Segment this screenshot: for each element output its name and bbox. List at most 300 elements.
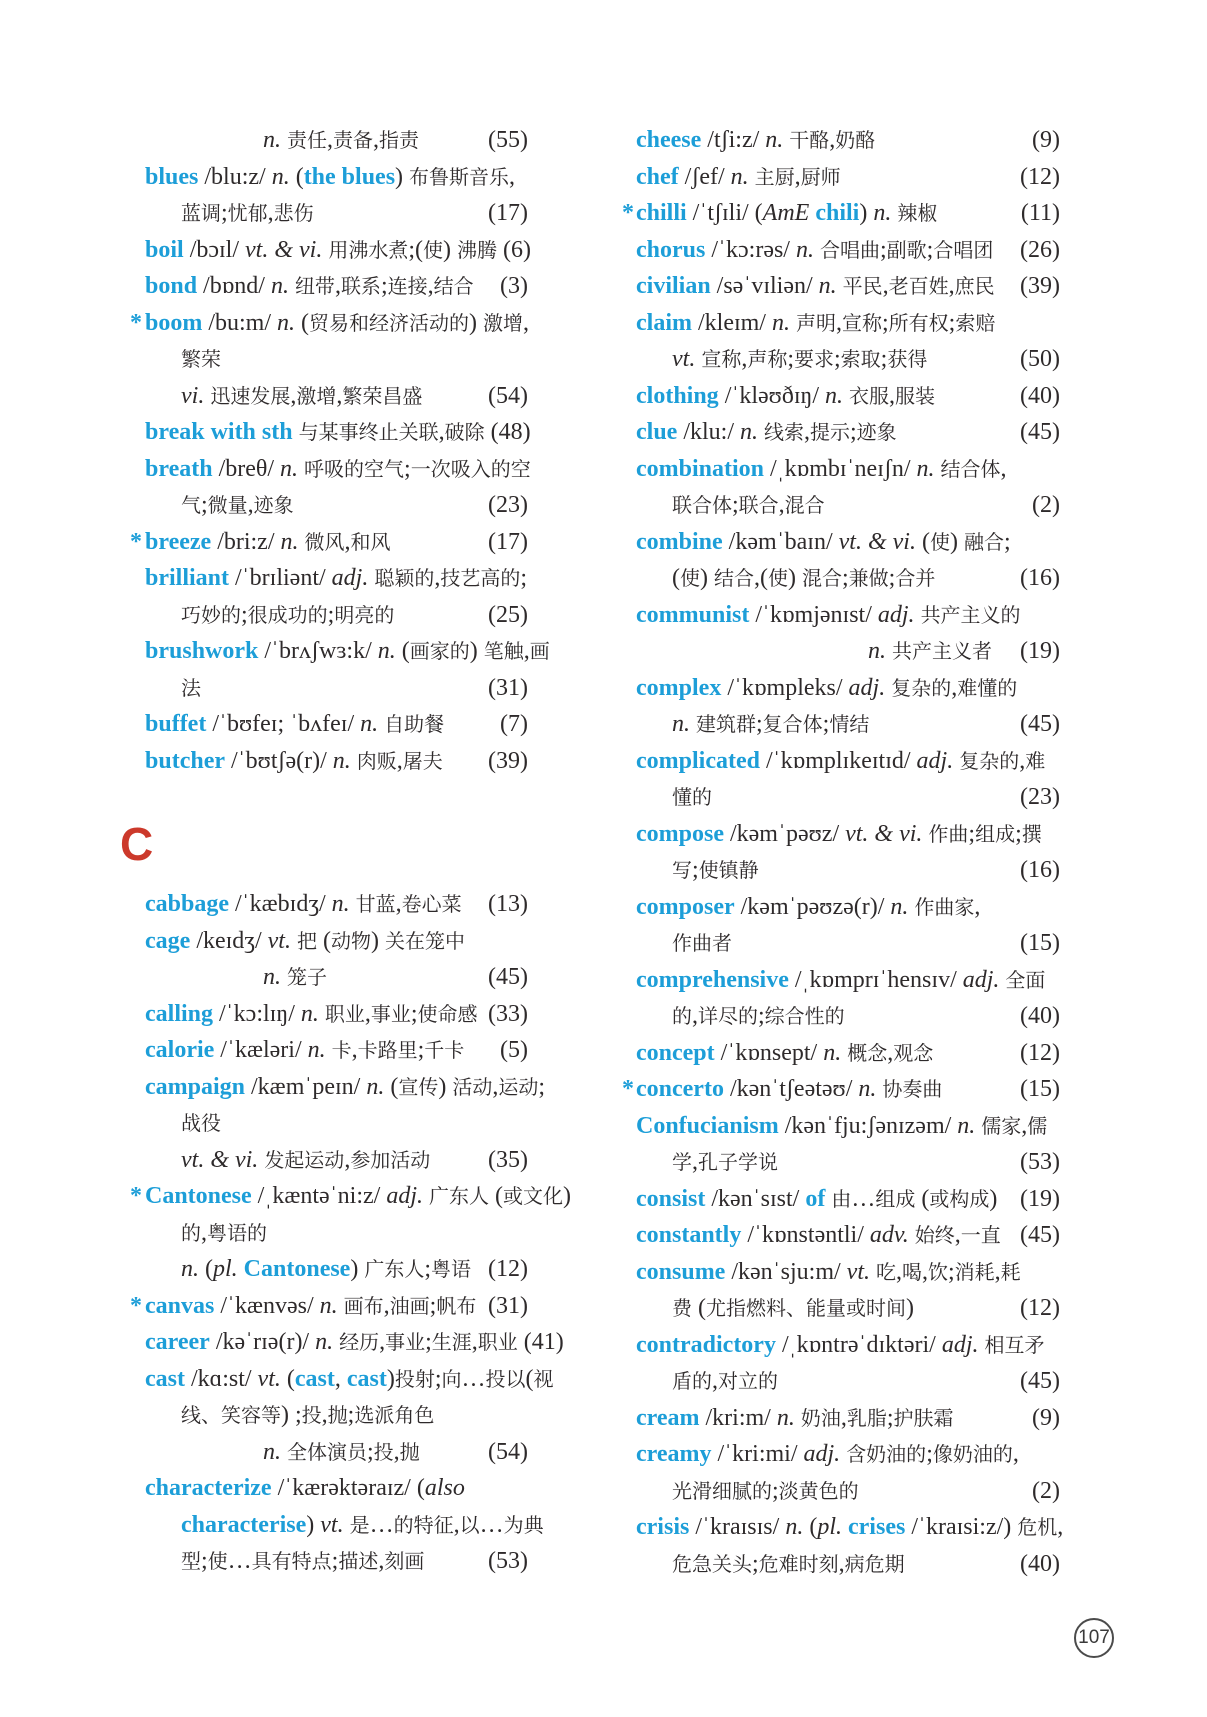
star-marker: * (130, 528, 142, 555)
headword: clothing (636, 382, 719, 409)
part-of-speech: vi. (181, 382, 211, 409)
definition-text: /tʃi:z/ (701, 127, 766, 153)
entry-line (622, 232, 1060, 269)
page-ref: (23) (1020, 784, 1060, 810)
headword: composer (636, 893, 735, 920)
part-of-speech: pl. (817, 1514, 848, 1540)
definition-text: 写;使镇静 (672, 857, 759, 883)
part-of-speech: n. (331, 891, 356, 917)
headword: brilliant (145, 565, 230, 591)
part-of-speech: adj. (331, 565, 375, 591)
entry-line (118, 341, 528, 378)
definition-text: /klu:/ (677, 419, 740, 445)
entry-text (118, 886, 482, 924)
headword: combination (636, 455, 765, 482)
entry-text (622, 1290, 1014, 1328)
glossary-column-right (622, 122, 1064, 1582)
definition-text: /ˈkraɪsi:z/) 危机, (905, 1514, 1064, 1540)
definition-text: /kəmˈpəʊz/ (723, 820, 846, 847)
part-of-speech: n. (377, 638, 402, 664)
entry-line (622, 633, 1060, 670)
definition-text: 自助餐 (384, 714, 445, 736)
part-of-speech: n. (765, 127, 790, 153)
definition-text: 战役 (181, 1113, 221, 1135)
entry-line (622, 122, 1060, 159)
entry-text (622, 1217, 1014, 1255)
part-of-speech: n. (818, 273, 843, 299)
headword: complex (636, 674, 722, 701)
entry-text (622, 816, 1060, 854)
star-marker: * (622, 200, 634, 226)
page-ref: (53) (1020, 1149, 1060, 1175)
headword: break with sth (145, 419, 293, 445)
entry-line (622, 1546, 1060, 1583)
dict-entry (622, 1071, 1060, 1108)
headword: butcher (145, 747, 225, 774)
definition-text: /kəˈrɪə(r)/ (209, 1329, 316, 1355)
dict-entry (622, 268, 1060, 305)
entry-line (622, 1400, 1060, 1437)
part-of-speech: adj. (877, 601, 921, 628)
definition-text: 线、笑容等) ;投,抛;选派角色 (181, 1402, 435, 1428)
part-of-speech: n. (315, 1329, 340, 1355)
dict-entry (622, 451, 1060, 524)
definition-text: 的,详尽的;综合性的 (672, 1003, 845, 1029)
definition-text: 用沸水煮;(使) 沸腾 (328, 236, 497, 263)
entry-text (622, 378, 1014, 416)
headword: complicated (636, 747, 760, 774)
definition-text: /ˈkærəktəraɪz/ ( (271, 1475, 425, 1501)
entry-line (118, 232, 531, 269)
headword: chilli (636, 200, 687, 226)
page-ref: (54) (488, 1438, 528, 1465)
definition-text: /səˈvɪliən/ (710, 273, 819, 299)
definition-text: 气;微量,迹象 (181, 492, 294, 518)
headword: breeze (145, 528, 212, 555)
entry-line (622, 1509, 1064, 1546)
entry-line (118, 1215, 528, 1252)
headword: chili (815, 200, 860, 226)
entry-line (118, 159, 528, 196)
dict-entry (622, 414, 1060, 451)
page-ref: (31) (488, 1292, 528, 1319)
part-of-speech: vt. (846, 1258, 876, 1285)
part-of-speech: adj. (386, 1183, 429, 1209)
definition-text: 光滑细腻的;淡黄色的 (672, 1477, 859, 1504)
definition-text: /kənˈsɪst/ (705, 1185, 806, 1212)
part-of-speech: n. (916, 455, 941, 482)
dict-entry (622, 1436, 1060, 1509)
dict-entry (118, 1361, 554, 1471)
entry-line (622, 414, 1060, 451)
entry-text (622, 925, 1014, 963)
headword: constantly (636, 1222, 742, 1248)
part-of-speech: n. (280, 455, 305, 482)
entry-text (118, 743, 482, 781)
entry-text (118, 706, 494, 744)
entry-text (118, 1178, 571, 1216)
entry-line (118, 1032, 528, 1069)
part-of-speech: adj. (803, 1441, 847, 1467)
page-ref: (12) (1020, 1039, 1060, 1066)
entry-text (622, 414, 1014, 452)
headword: compose (636, 820, 724, 847)
part-of-speech: adj. (941, 1331, 985, 1358)
entry-text (118, 633, 550, 671)
part-of-speech: also (424, 1475, 465, 1501)
dict-entry (622, 1254, 1060, 1327)
definition-text: /ˈkɔ:lɪŋ/ (213, 1000, 301, 1027)
page-ref: (6) (503, 236, 531, 263)
part-of-speech: n. (890, 893, 915, 920)
part-of-speech: vt. (672, 346, 702, 372)
part-of-speech: vt. (320, 1511, 350, 1538)
page-ref: (31) (488, 674, 528, 701)
entry-text (118, 1215, 528, 1253)
definition-text: /ˈbrʌʃwɜ:k/ (258, 638, 378, 664)
definition-text: /ˈkɒmplɪkeɪtɪd/ (759, 747, 917, 774)
definition-text: 发起运动,参加活动 (264, 1146, 431, 1173)
page-ref: (17) (488, 528, 528, 555)
definition-text: 巧妙的;很成功的;明亮的 (181, 601, 395, 628)
dict-entry (622, 597, 1060, 670)
headword: chef (636, 163, 679, 190)
entry-text (118, 487, 482, 525)
headword: cage (145, 927, 191, 954)
headword: characterise (181, 1511, 307, 1538)
entry-text (622, 122, 1026, 160)
definition-text: /ˈbʊfeɪ; ˈbʌfeɪ/ (206, 711, 361, 737)
headword: cabbage (145, 891, 229, 917)
definition-text: 蓝调;忧郁,悲伤 (181, 200, 314, 226)
entry-text (118, 996, 482, 1034)
definition-text: 迅速发展,激增,繁荣昌盛 (210, 382, 423, 409)
definition-text: /ʃef/ (678, 163, 731, 190)
dict-entry (118, 305, 528, 415)
definition-text: 协奏曲 (882, 1079, 943, 1101)
dict-entry (622, 1217, 1060, 1254)
entry-text (118, 232, 497, 270)
entry-text (118, 341, 528, 379)
entry-line (622, 889, 1060, 926)
part-of-speech: n. (263, 127, 287, 153)
dict-entry (622, 159, 1060, 196)
entry-line (118, 959, 528, 996)
entry-line (118, 414, 531, 451)
headword: clue (636, 419, 678, 445)
page-number-badge: 107 (1074, 1618, 1114, 1658)
definition-text: 作曲家, (914, 893, 981, 920)
headword: crisis (636, 1514, 690, 1540)
entry-text (118, 1434, 482, 1472)
page-ref: (50) (1020, 346, 1060, 372)
entry-text (118, 1543, 482, 1581)
definition-text: /kənˈsju:m/ (725, 1258, 847, 1285)
entry-line (622, 268, 1060, 305)
headword: cast (145, 1365, 185, 1392)
page-ref: (35) (488, 1146, 528, 1173)
definition-text: ( (809, 1514, 818, 1540)
entry-text (622, 451, 1060, 489)
entry-text (118, 597, 482, 635)
entry-text (118, 1397, 528, 1435)
dict-entry (622, 195, 1060, 232)
definition-text: 平民,老百姓,庶民 (842, 273, 995, 299)
headword: Confucianism (636, 1112, 779, 1139)
headword: of (805, 1185, 826, 1212)
headword: breath (145, 455, 213, 482)
definition-text: /blu:z/ (198, 163, 272, 190)
entry-line (622, 925, 1060, 962)
part-of-speech: vt. (267, 927, 297, 954)
entry-line (118, 122, 528, 159)
part-of-speech: n. (271, 163, 296, 190)
definition-text: 纽带,联系;连接,结合 (294, 273, 474, 299)
entry-line (622, 524, 1060, 561)
dict-entry (622, 305, 1060, 378)
entry-line (622, 1217, 1060, 1254)
part-of-speech: n. (730, 163, 755, 190)
definition-text: /ˈkɒnstəntli/ (741, 1222, 870, 1248)
page-ref: (19) (1020, 1185, 1060, 1212)
entry-text (622, 1254, 1060, 1292)
page-ref: (23) (488, 492, 528, 518)
headword: blues (145, 163, 199, 190)
definition-text: 声明,宣称;所有权;索赔 (795, 309, 996, 336)
definition-text: (使) 融合; (921, 528, 1011, 555)
definition-text: /kəmˈbaɪn/ (722, 528, 839, 555)
definition-text: 呼吸的空气;一次吸入的空 (304, 455, 531, 482)
page-ref: (12) (1020, 1295, 1060, 1321)
entry-line (118, 305, 528, 342)
page-ref: (17) (488, 200, 528, 226)
entry-line (622, 560, 1060, 597)
definition-text: /ˈkɒnsept/ (714, 1039, 824, 1066)
page-ref: (7) (500, 711, 528, 737)
definition-text: /kənˈtʃeətəʊ/ (723, 1076, 859, 1102)
dict-entry (622, 1327, 1060, 1400)
entry-text (118, 159, 528, 197)
part-of-speech: n. (277, 309, 302, 336)
page-ref: (54) (488, 382, 528, 409)
part-of-speech: adj. (848, 674, 892, 701)
definition-text: 由…组成 (或构成) (831, 1185, 998, 1212)
entry-line (118, 1543, 528, 1580)
headword: the blues (303, 163, 396, 190)
entry-line (622, 1035, 1060, 1072)
part-of-speech: vt. & vi. (838, 528, 922, 555)
entry-line (118, 1470, 528, 1507)
entry-line (118, 378, 528, 415)
dict-entry (622, 1509, 1064, 1582)
page-ref: (15) (1020, 930, 1060, 956)
definition-text: 肉贩,屠夫 (356, 747, 443, 774)
headword: Cantonese (243, 1256, 351, 1282)
definition-text: /ˈbrɪliənt/ (229, 565, 332, 591)
entry-line (118, 1142, 528, 1179)
entry-line (622, 1071, 1060, 1108)
entry-line (118, 1069, 546, 1106)
headword: claim (636, 309, 692, 336)
definition-text: 是…的特征,以…为典 (349, 1511, 544, 1538)
definition-text: 型;使…具有特点;描述,刻画 (181, 1548, 425, 1574)
definition-text: 职业,事业;使命感 (324, 1000, 478, 1027)
entry-text (118, 1142, 482, 1180)
entry-text (622, 159, 1014, 197)
entry-text (622, 1473, 1026, 1511)
headword: buffet (145, 711, 207, 737)
dict-entry (118, 1069, 546, 1179)
entry-line (622, 1108, 1060, 1145)
headword: campaign (145, 1073, 246, 1100)
entry-text (622, 524, 1060, 562)
part-of-speech: n. (307, 1037, 332, 1063)
page-ref: (11) (1020, 200, 1060, 226)
page-ref: (40) (1020, 1003, 1060, 1029)
definition-text: 复杂的,难懂的 (891, 674, 1018, 701)
part-of-speech: adj. (962, 966, 1006, 993)
entry-text (118, 268, 494, 306)
entry-line (118, 1397, 528, 1434)
dict-entry (118, 1178, 571, 1288)
headword: boom (145, 309, 203, 336)
definition-text: 繁荣 (181, 349, 221, 371)
definition-text: )投射;向…投以(视 (386, 1365, 554, 1392)
definition-text: 全体演员;投,抛 (287, 1438, 420, 1465)
headword: canvas (145, 1292, 215, 1319)
definition-text: ) 广东人;粤语 (350, 1256, 472, 1282)
definition-text: 主厨,厨师 (754, 163, 841, 190)
page-ref: (39) (1020, 273, 1060, 299)
entry-line (622, 341, 1060, 378)
entry-line (118, 451, 531, 488)
entry-line (622, 451, 1060, 488)
headword: concerto (636, 1076, 724, 1102)
entry-line (622, 1436, 1060, 1473)
entry-line (118, 996, 528, 1033)
entry-text (622, 1144, 1014, 1182)
dict-entry (118, 414, 531, 451)
definition-text: ) 布鲁斯音乐, (395, 163, 516, 190)
entry-line (118, 670, 528, 707)
definition-text: ) (306, 1511, 321, 1538)
entry-line (118, 487, 528, 524)
entry-line (622, 487, 1060, 524)
definition-text: 始终,一直 (914, 1222, 1001, 1248)
entry-text (622, 1509, 1063, 1547)
dict-entry (622, 232, 1060, 269)
headword: combine (636, 528, 723, 555)
part-of-speech: adv. (869, 1222, 915, 1248)
entry-line (118, 1178, 571, 1215)
entry-line (118, 1105, 528, 1142)
entry-line (622, 1473, 1060, 1510)
entry-line (118, 886, 528, 923)
dict-entry (118, 524, 528, 561)
definition-text: 含奶油的;像奶油的, (846, 1441, 1019, 1467)
definition-text: 建筑群;复合体;情结 (696, 711, 870, 737)
part-of-speech: n. (181, 1256, 205, 1282)
page-ref: (41) (523, 1329, 564, 1355)
definition-text: /ˈbʊtʃə(r)/ (225, 747, 333, 774)
headword: cast (294, 1365, 335, 1392)
part-of-speech: AmE (762, 200, 816, 226)
headword: chorus (636, 236, 706, 263)
dict-entry (118, 1470, 544, 1580)
entry-text (118, 1507, 544, 1545)
page-ref: (3) (500, 273, 528, 299)
page-ref: (15) (1020, 1076, 1060, 1102)
entry-text (118, 305, 529, 343)
dict-entry (622, 1181, 1060, 1218)
definition-text: (宣传) 活动,运动; (390, 1073, 546, 1100)
dict-entry (622, 743, 1060, 816)
headword: career (145, 1329, 210, 1355)
definition-text: 作曲;组成;撰 (928, 820, 1042, 847)
page-ref: (5) (500, 1037, 528, 1063)
entry-text (118, 670, 482, 708)
entry-line (118, 1434, 528, 1471)
headword: cheese (636, 127, 702, 153)
entry-text (118, 414, 485, 452)
entry-text (622, 889, 1060, 927)
entry-text (118, 1288, 482, 1326)
headword: bond (145, 273, 198, 299)
entry-line (622, 1327, 1060, 1364)
definition-text: (贸易和经济活动的) 激增, (301, 309, 530, 336)
dict-entry (622, 1400, 1060, 1437)
entry-text (622, 560, 1014, 598)
entry-line (622, 779, 1060, 816)
definition-text: /ˈkləʊðɪŋ/ (718, 382, 826, 409)
page-ref: (45) (1020, 711, 1060, 737)
definition-text: /bri:z/ (211, 528, 281, 555)
definition-text: 责任,责备,指责 (287, 127, 419, 153)
entry-line (118, 524, 528, 561)
part-of-speech: vt. & vi. (845, 820, 929, 847)
entry-text (118, 122, 482, 160)
entry-line (118, 597, 528, 634)
definition-text: ( (205, 1256, 213, 1282)
entry-text (622, 706, 1014, 744)
headword: consist (636, 1185, 706, 1212)
page-ref: (9) (1032, 127, 1060, 153)
definition-text: ( (286, 1365, 295, 1392)
page-ref: (39) (488, 747, 528, 774)
entry-text (118, 560, 528, 598)
definition-text: /ˈkri:mi/ (711, 1441, 804, 1467)
dict-entry (118, 451, 531, 524)
page-ref: (53) (488, 1548, 528, 1574)
definition-text: 费 (尤指燃料、能量或时间) (672, 1295, 914, 1321)
entry-text (118, 195, 482, 233)
entry-text (622, 1108, 1060, 1146)
part-of-speech: vt. & vi. (181, 1146, 265, 1173)
entry-text (622, 341, 1014, 379)
page-ref: (13) (488, 891, 528, 917)
entry-line (118, 195, 528, 232)
part-of-speech: n. (825, 382, 850, 409)
part-of-speech: n. (332, 747, 357, 774)
dict-entry (118, 268, 528, 305)
entry-line (622, 305, 1060, 342)
definition-text: 概念,观念 (847, 1039, 934, 1066)
definition-text: /ˈkɒmjənɪst/ (749, 601, 878, 628)
definition-text: 合唱曲;副歌;合唱团 (819, 236, 994, 263)
entry-text (118, 1105, 528, 1143)
definition-text: 作曲者 (672, 933, 732, 955)
entry-line (622, 159, 1060, 196)
